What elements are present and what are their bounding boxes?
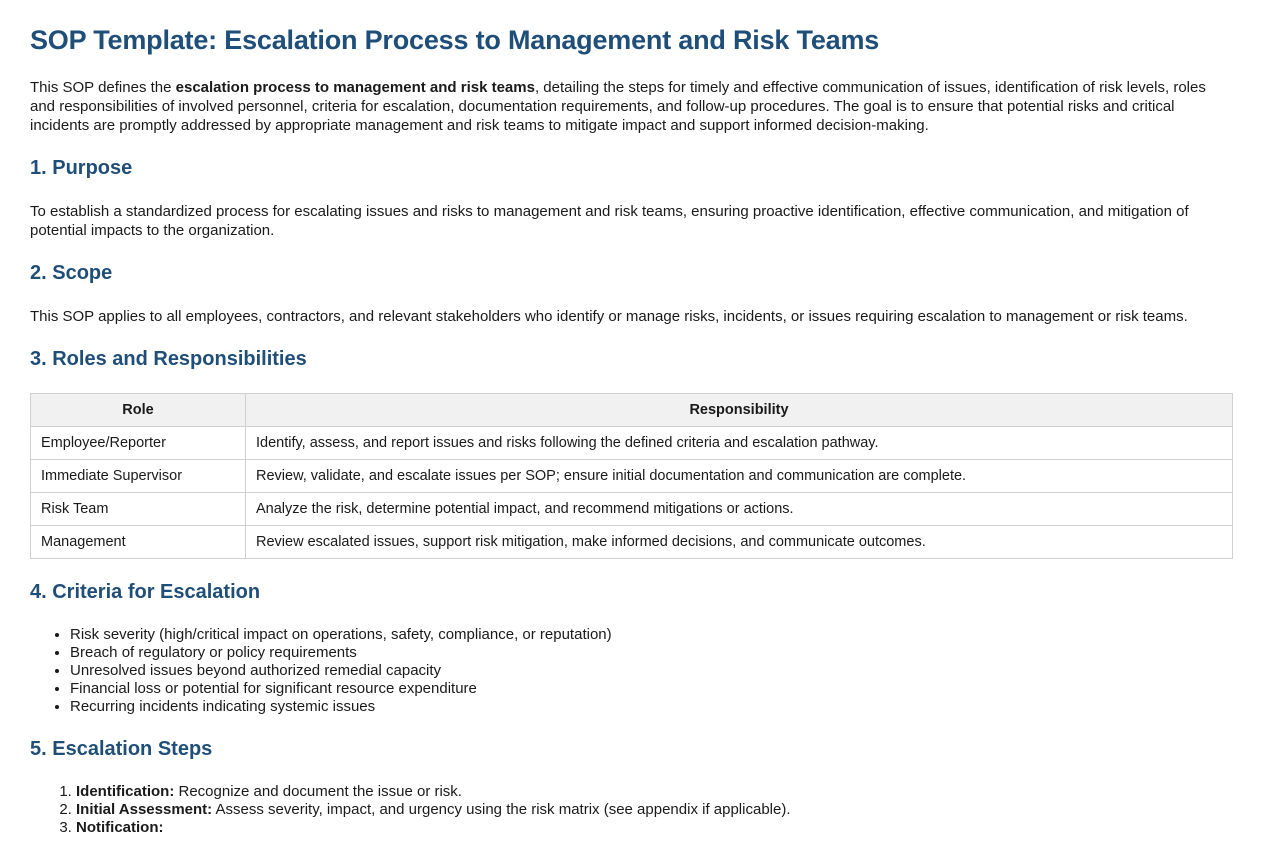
cell-role: Immediate Supervisor xyxy=(31,460,246,493)
section-heading-scope: 2. Scope xyxy=(30,262,113,285)
step-label: Initial Assessment: xyxy=(76,801,213,819)
roles-responsibilities-table xyxy=(30,393,1233,559)
column-header-responsibility: Responsibility xyxy=(246,394,1233,427)
page-title: SOP Template: Escalation Process to Management and Risk Teams xyxy=(30,25,880,55)
section-steps xyxy=(30,738,1233,837)
list-item: • Recurring incidents indicating systemic issues xyxy=(70,698,1233,716)
list-item xyxy=(76,801,1233,819)
section-heading-purpose: 1. Purpose xyxy=(30,157,133,180)
criteria-list xyxy=(30,626,1233,716)
step-text: Assess severity, impact, and urgency using the risk matrix (see appendix if applicable). xyxy=(212,801,791,819)
section-purpose xyxy=(30,157,1233,240)
section-heading-steps: 5. Escalation Steps xyxy=(30,738,213,761)
table-row xyxy=(31,493,1233,526)
step-label: Notification: xyxy=(76,819,164,837)
step-text: Recognize and document the issue or risk. xyxy=(174,783,462,801)
section-roles xyxy=(30,348,1233,559)
cell-responsibility: Review, validate, and escalate issues per SOP; ensure initial documentation and communication are complete. xyxy=(246,460,1233,493)
cell-role: Employee/Reporter xyxy=(31,427,246,460)
section-scope xyxy=(30,262,1233,326)
cell-responsibility: Identify, assess, and report issues and risks following the defined criteria and escalation pathway. xyxy=(246,427,1233,460)
list-item xyxy=(76,783,1233,801)
cell-role: Management xyxy=(31,526,246,559)
cell-responsibility: Review escalated issues, support risk mitigation, make informed decisions, and communicate outcomes. xyxy=(246,526,1233,559)
list-item xyxy=(76,819,1233,837)
column-header-role: Role xyxy=(31,394,246,427)
cell-role: Risk Team xyxy=(31,493,246,526)
table-row xyxy=(31,460,1233,493)
list-item: • Financial loss or potential for significant resource expenditure xyxy=(70,680,1233,698)
intro-text-after: , detailing the steps for timely and effective communication of issues, identification of risk levels, roles and responsibilities of involved personnel, criteria for escalation, documentation requirements, and follow-up procedures. The goal is to ensure that potential risks and critical incidents are promptly addressed by appropriate management and risk teams to mitigate impact and support informed decision-making. xyxy=(30,79,1206,135)
intro-bold-phrase: escalation process to management and risk teams xyxy=(175,79,535,97)
table-header-row xyxy=(31,394,1233,427)
step-label: Identification: xyxy=(76,783,175,801)
list-item: • Unresolved issues beyond authorized remedial capacity xyxy=(70,662,1233,680)
escalation-steps-list xyxy=(30,783,1233,837)
section-heading-criteria: 4. Criteria for Escalation xyxy=(30,581,261,604)
intro-paragraph-block xyxy=(30,78,1233,135)
table-row xyxy=(31,526,1233,559)
intro-text-before: This SOP defines the xyxy=(30,79,176,97)
section-criteria xyxy=(30,581,1233,716)
table-row xyxy=(31,427,1233,460)
section-heading-roles: 3. Roles and Responsibilities xyxy=(30,348,307,371)
section-text-purpose: To establish a standardized process for escalating issues and risks to management and risk teams, ensuring proactive identification, effective communication, and mitigation of potential impacts to the organization. xyxy=(30,203,1189,240)
cell-responsibility: Analyze the risk, determine potential impact, and recommend mitigations or actions. xyxy=(246,493,1233,526)
list-item: • Risk severity (high/critical impact on operations, safety, compliance, or reputation) xyxy=(70,626,1233,644)
intro-paragraph xyxy=(30,78,1233,135)
section-text-scope: This SOP applies to all employees, contractors, and relevant stakeholders who identify or manage risks, incidents, or issues requiring escalation to management or risk teams. xyxy=(30,308,1188,326)
list-item: • Breach of regulatory or policy requirements xyxy=(70,644,1233,662)
